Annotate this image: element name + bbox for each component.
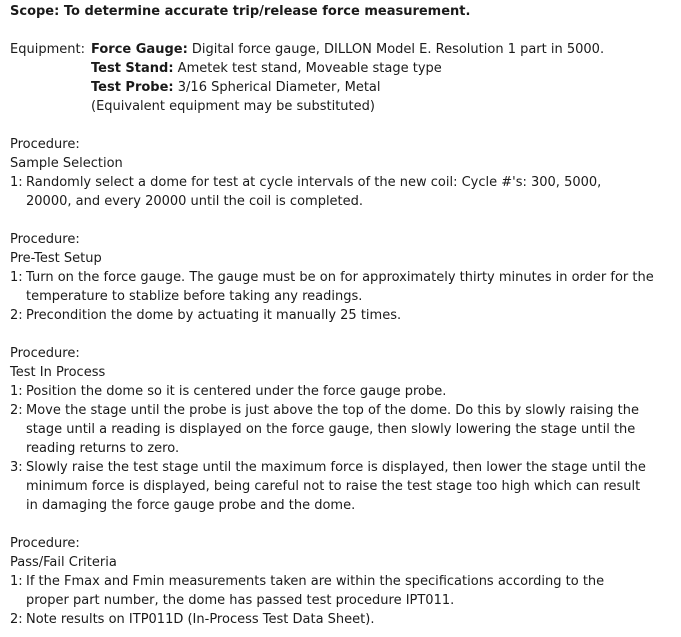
step-number: 3: bbox=[10, 460, 23, 475]
spacer bbox=[10, 325, 678, 344]
section-heading: Procedure: bbox=[10, 137, 80, 152]
step-text bbox=[26, 610, 678, 629]
step-line: Move the stage until the probe is just above the top of the dome. Do this by slowly raising the bbox=[26, 403, 639, 418]
step-text bbox=[26, 382, 678, 401]
equipment-note bbox=[91, 97, 678, 116]
equipment-item-test-stand bbox=[91, 59, 678, 78]
section-sample-selection bbox=[10, 135, 678, 211]
equipment-block bbox=[10, 40, 678, 116]
step-text bbox=[26, 572, 678, 610]
spacer bbox=[10, 515, 678, 534]
spacer bbox=[10, 116, 678, 135]
step-text bbox=[26, 268, 678, 306]
step-item bbox=[10, 173, 678, 211]
step-item bbox=[10, 306, 678, 325]
section-pass-fail-criteria bbox=[10, 534, 678, 629]
equipment-key: Test Stand: bbox=[91, 61, 174, 76]
section-pre-test-setup bbox=[10, 230, 678, 325]
step-line: reading returns to zero. bbox=[26, 441, 180, 456]
equipment-key: Force Gauge: bbox=[91, 42, 188, 57]
equipment-value: Digital force gauge, DILLON Model E. Resolution 1 part in 5000. bbox=[187, 42, 605, 57]
equipment-item-test-probe bbox=[91, 78, 678, 97]
step-text bbox=[26, 173, 678, 211]
procedure-document bbox=[10, 2, 678, 629]
step-item bbox=[10, 572, 678, 610]
section-heading: Procedure: bbox=[10, 536, 80, 551]
spacer bbox=[10, 21, 678, 40]
section-subheading: Pass/Fail Criteria bbox=[10, 555, 117, 570]
step-number: 2: bbox=[10, 308, 23, 323]
step-line: stage until a reading is displayed on the force gauge, then slowly lowering the stage until the bbox=[26, 422, 636, 437]
step-number: 1: bbox=[10, 270, 23, 285]
section-heading: Procedure: bbox=[10, 232, 80, 247]
step-item bbox=[10, 458, 678, 515]
step-item bbox=[10, 268, 678, 306]
step-line: in damaging the force gauge probe and the dome. bbox=[26, 498, 356, 513]
equipment-value: Ametek test stand, Moveable stage type bbox=[173, 61, 442, 76]
equipment-list bbox=[91, 40, 678, 116]
step-number: 1: bbox=[10, 175, 23, 190]
step-item bbox=[10, 401, 678, 458]
equipment-value: 3/16 Spherical Diameter, Metal bbox=[173, 80, 381, 95]
step-number: 1: bbox=[10, 574, 23, 589]
section-test-in-process bbox=[10, 344, 678, 515]
step-line: Slowly raise the test stage until the maximum force is displayed, then lower the stage until the bbox=[26, 460, 646, 475]
step-number: 2: bbox=[10, 612, 23, 627]
step-line: Turn on the force gauge. The gauge must be on for approximately thirty minutes in order for the bbox=[26, 270, 654, 285]
step-line: Position the dome so it is centered under the force gauge probe. bbox=[26, 384, 447, 399]
step-line: Precondition the dome by actuating it manually 25 times. bbox=[26, 308, 402, 323]
step-line: minimum force is displayed, being careful not to raise the test stage too high which can result bbox=[26, 479, 641, 494]
step-line: 20000, and every 20000 until the coil is completed. bbox=[26, 194, 364, 209]
step-text bbox=[26, 401, 678, 458]
step-line: proper part number, the dome has passed test procedure IPT011. bbox=[26, 593, 455, 608]
equipment-item-force-gauge bbox=[91, 40, 678, 59]
step-item bbox=[10, 610, 678, 629]
step-line: Randomly select a dome for test at cycle intervals of the new coil: Cycle #'s: 300, 5000, bbox=[26, 175, 602, 190]
step-number: 1: bbox=[10, 384, 23, 399]
spacer bbox=[10, 211, 678, 230]
section-subheading: Pre-Test Setup bbox=[10, 251, 102, 266]
scope-heading: Scope: To determine accurate trip/release force measurement. bbox=[10, 4, 471, 19]
section-subheading: Test In Process bbox=[10, 365, 106, 380]
equipment-value: (Equivalent equipment may be substituted) bbox=[91, 99, 375, 114]
step-line: Note results on ITP011D (In-Process Test Data Sheet). bbox=[26, 612, 375, 627]
step-line: temperature to stablize before taking any readings. bbox=[26, 289, 363, 304]
step-text bbox=[26, 458, 678, 515]
equipment-key: Test Probe: bbox=[91, 80, 174, 95]
equipment-label: Equipment: bbox=[10, 42, 85, 57]
step-number: 2: bbox=[10, 403, 23, 418]
section-subheading: Sample Selection bbox=[10, 156, 123, 171]
section-heading: Procedure: bbox=[10, 346, 80, 361]
step-line: If the Fmax and Fmin measurements taken are within the specifications according to the bbox=[26, 574, 605, 589]
step-text bbox=[26, 306, 678, 325]
step-item bbox=[10, 382, 678, 401]
